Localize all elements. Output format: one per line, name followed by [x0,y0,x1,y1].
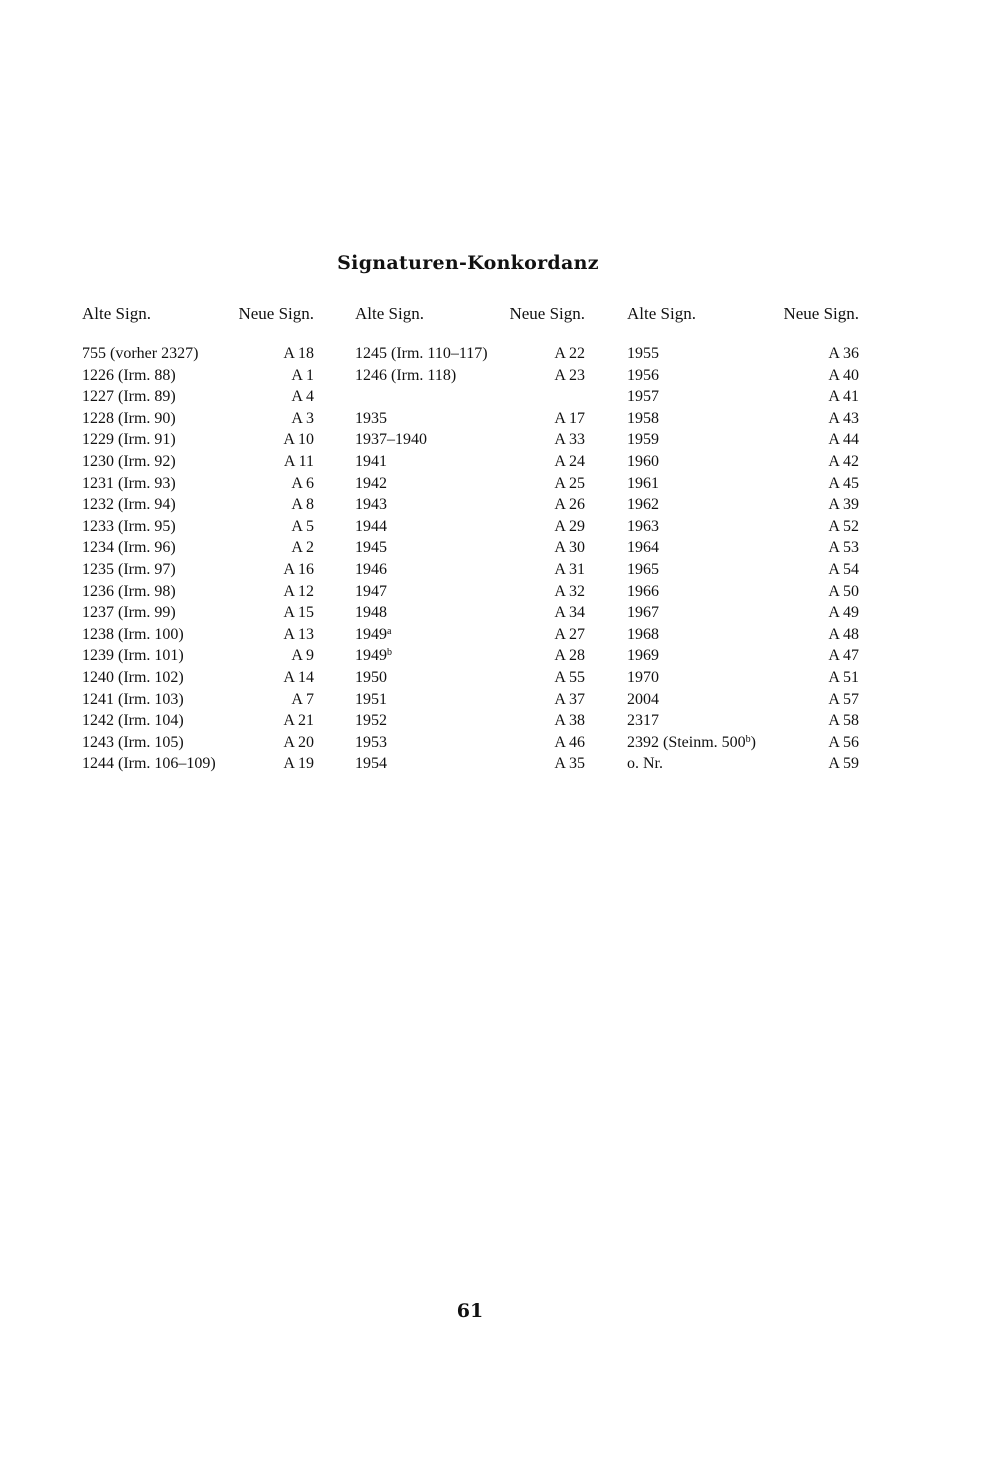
old-signature: 1958 [627,409,659,427]
old-signature: 1245 (Irm. 110–117) [355,345,488,362]
new-signature: A 8 [291,496,314,514]
old-signature: 1229 (Irm. 91) [82,431,176,449]
new-signature: A 13 [283,625,314,643]
old-signature: 1233 (Irm. 95) [82,517,176,535]
concordance-row [627,645,859,667]
new-signature: A 25 [554,474,585,492]
old-signature: 1949$^a$ [355,625,392,643]
old-signature: 1962 [627,496,659,514]
concordance-row [355,429,585,451]
concordance-row [355,408,585,430]
concordance-row [355,753,585,775]
concordance-row [355,645,585,667]
new-signature: A 5 [291,517,314,535]
new-signature: A 22 [554,345,585,362]
old-signature: 1963 [627,517,659,535]
old-signature: 1957 [627,388,659,406]
concordance-column-2 [355,303,585,775]
new-signature: A 57 [828,690,859,708]
page-number: 61 [456,1300,484,1322]
concordance-row [82,581,314,603]
old-signature: 1235 (Irm. 97) [82,560,176,578]
new-signature: A 9 [291,647,314,665]
old-signature: 1231 (Irm. 93) [82,474,176,492]
old-signature: 1227 (Irm. 89) [82,388,176,406]
old-signature: 1952 [355,712,387,730]
old-signature: 1230 (Irm. 92) [82,452,176,470]
concordance-row [82,645,314,667]
old-signature: 1965 [627,560,659,578]
old-signature: 1961 [627,474,659,492]
concordance-row [627,689,859,711]
new-signature: A 16 [283,560,314,578]
old-signature: 1240 (Irm. 102) [82,668,184,686]
old-signature: 2317 [627,712,659,730]
concordance-row [627,365,859,387]
concordance-row [355,710,585,732]
old-signature: 2004 [627,690,659,708]
old-signature: 1234 (Irm. 96) [82,539,176,557]
concordance-row [355,473,585,495]
new-signature: A 49 [828,604,859,622]
new-signature: A 43 [828,409,859,427]
concordance-row [355,602,585,624]
old-signature: 1969 [627,647,659,665]
new-signature: A 39 [828,496,859,514]
blank-row [355,386,585,408]
new-signature: A 56 [828,733,859,751]
concordance-row [82,408,314,430]
concordance-row [355,451,585,473]
new-signature: A 23 [554,366,585,384]
new-signature: A 54 [828,560,859,578]
old-signature: 1941 [355,452,387,470]
concordance-row [355,516,585,538]
concordance-row [627,667,859,689]
new-signature: A 10 [283,431,314,449]
new-signature: A 1 [291,366,314,384]
old-signature: 1228 (Irm. 90) [82,409,176,427]
concordance-row [627,473,859,495]
new-signature: A 17 [554,409,585,427]
new-signature: A 27 [554,625,585,643]
concordance-row [82,667,314,689]
concordance-row [627,732,859,754]
new-signature: A 34 [554,604,585,622]
old-signature: 1236 (Irm. 98) [82,582,176,600]
concordance-row [82,386,314,408]
concordance-row [627,753,859,775]
old-signature: 1970 [627,668,659,686]
concordance-row [82,559,314,581]
concordance-column-3 [627,303,859,775]
old-signature: 1964 [627,539,659,557]
concordance-row [82,689,314,711]
new-signature: A 37 [554,690,585,708]
new-signature: A 2 [291,539,314,557]
old-signature: 1948 [355,604,387,622]
old-signature: 1935 [355,409,387,427]
new-signature: A 38 [554,712,585,730]
new-signature: A 29 [554,517,585,535]
concordance-row [355,559,585,581]
concordance-row [82,710,314,732]
header-old-signature: Alte Sign. [82,304,151,323]
old-signature: 1226 (Irm. 88) [82,366,176,384]
new-signature: A 51 [828,668,859,686]
old-signature: 1246 (Irm. 118) [355,366,457,384]
concordance-row [627,602,859,624]
new-signature: A 55 [554,668,585,686]
old-signature: 1959 [627,431,659,449]
new-signature: A 15 [283,604,314,622]
concordance-row [627,494,859,516]
concordance-row [627,710,859,732]
old-signature: 1954 [355,755,387,773]
new-signature: A 26 [554,496,585,514]
concordance-row [355,667,585,689]
new-signature: A 36 [828,345,859,362]
concordance-row [627,624,859,646]
new-signature: A 58 [828,712,859,730]
concordance-row [82,516,314,538]
new-signature: A 48 [828,625,859,643]
concordance-row [82,365,314,387]
concordance-rows [355,343,585,775]
new-signature: A 40 [828,366,859,384]
old-signature: 1950 [355,668,387,686]
concordance-row [627,451,859,473]
concordance-row [355,581,585,603]
old-signature: 1238 (Irm. 100) [82,625,184,643]
new-signature: A 28 [554,647,585,665]
concordance-row [82,732,314,754]
new-signature: A 30 [554,539,585,557]
new-signature: A 44 [828,431,859,449]
new-signature: A 12 [283,582,314,600]
new-signature: A 11 [283,452,314,470]
concordance-row [355,689,585,711]
old-signature: 1232 (Irm. 94) [82,496,176,514]
concordance-row [82,494,314,516]
old-signature: 1956 [627,366,659,384]
new-signature: A 59 [828,755,859,773]
concordance-row [627,581,859,603]
header-new-signature: Neue Sign. [509,304,585,323]
old-signature: 1237 (Irm. 99) [82,604,176,622]
old-signature: 1949$^b$ [355,647,392,665]
concordance-row [82,473,314,495]
header-old-signature: Alte Sign. [627,304,696,323]
new-signature: A 53 [828,539,859,557]
old-signature: 2392 (Steinm. 500$^b$) [627,733,756,751]
new-signature: A 52 [828,517,859,535]
header-new-signature: Neue Sign. [238,304,314,323]
new-signature: A 46 [554,733,585,751]
old-signature: 1244 (Irm. 106–109) [82,755,216,773]
concordance-row [355,365,585,387]
old-signature: 1243 (Irm. 105) [82,733,184,751]
concordance-row [627,408,859,430]
concordance-column-1 [82,303,314,775]
old-signature: 1968 [627,625,659,643]
concordance-row [82,451,314,473]
concordance-row [355,494,585,516]
old-signature: 1955 [627,345,659,362]
concordance-rows [82,343,314,775]
new-signature: A 24 [554,452,585,470]
column-header [355,303,585,343]
old-signature: 755 (vorher 2327) [82,345,199,362]
new-signature: A 35 [554,755,585,773]
new-signature: A 21 [283,712,314,730]
concordance-row [355,537,585,559]
concordance-row [82,602,314,624]
old-signature: 1966 [627,582,659,600]
old-signature: 1953 [355,733,387,751]
header-new-signature: Neue Sign. [783,304,859,323]
concordance-row [82,624,314,646]
old-signature: 1943 [355,496,387,514]
concordance-row [355,732,585,754]
new-signature: A 14 [283,668,314,686]
concordance-row [627,559,859,581]
new-signature: A 41 [828,388,859,406]
new-signature: A 3 [291,409,314,427]
old-signature: 1241 (Irm. 103) [82,690,184,708]
old-signature: 1967 [627,604,659,622]
new-signature: A 6 [291,474,314,492]
old-signature: 1945 [355,539,387,557]
new-signature: A 19 [283,755,314,773]
column-header [627,303,859,343]
concordance-rows [627,343,859,775]
concordance-row [627,386,859,408]
new-signature: A 47 [828,647,859,665]
new-signature: A 18 [283,345,314,362]
new-signature: A 42 [828,452,859,470]
concordance-row [355,624,585,646]
new-signature: A 4 [291,388,314,406]
old-signature: 1944 [355,517,387,535]
concordance-row [627,516,859,538]
new-signature: A 50 [828,582,859,600]
concordance-row [82,537,314,559]
new-signature: A 33 [554,431,585,449]
header-old-signature: Alte Sign. [355,304,424,323]
old-signature: 1946 [355,560,387,578]
old-signature: 1239 (Irm. 101) [82,647,184,665]
old-signature: 1960 [627,452,659,470]
new-signature: A 7 [291,690,314,708]
new-signature: A 45 [828,474,859,492]
old-signature: 1937–1940 [355,431,427,449]
column-header [82,303,314,343]
concordance-row [627,429,859,451]
concordance-row [355,343,585,365]
concordance-row [82,429,314,451]
old-signature: 1951 [355,690,387,708]
concordance-row [82,753,314,775]
concordance-row [627,343,859,365]
old-signature: o. Nr. [627,755,663,773]
page-title: Signaturen-Konkordanz [337,252,599,274]
old-signature: 1947 [355,582,387,600]
new-signature: A 31 [554,560,585,578]
concordance-row [627,537,859,559]
new-signature: A 20 [283,733,314,751]
old-signature: 1942 [355,474,387,492]
old-signature: 1242 (Irm. 104) [82,712,184,730]
new-signature: A 32 [554,582,585,600]
concordance-row [82,343,314,365]
